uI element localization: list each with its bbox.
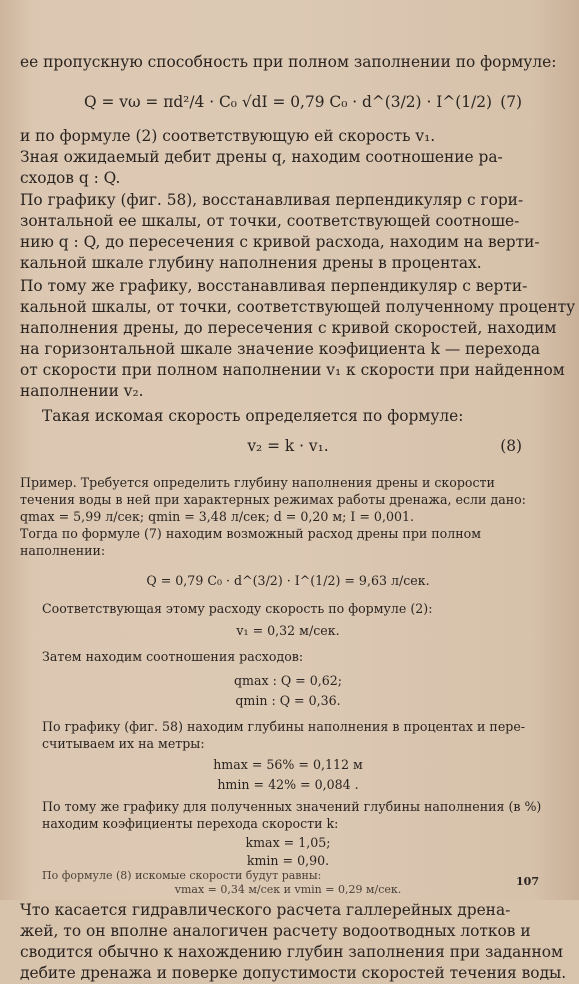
text-line: По тому же графику, восстанавливая перпендикуляр с верти- <box>20 277 528 295</box>
equation-v-results: vmax = 0,34 м/сек и vmin = 0,29 м/сек. <box>174 883 402 896</box>
equation-7-number: (7) <box>500 93 522 111</box>
text-line: По графику (фиг. 58), восстанавливая перпендикуляр с гори- <box>20 191 524 209</box>
paragraph-ex5 <box>20 798 578 832</box>
text-line: По формуле (8) искомые скорости будут равны: <box>42 869 322 882</box>
example-block <box>20 474 556 559</box>
text-line: течения воды в ней при характерных режимах работы дренажа, если дано: <box>20 492 526 507</box>
text-line: наполнения дрены, до пересечения с кривой скоростей, находим <box>20 319 557 337</box>
text-line: Затем находим соотношения расходов: <box>42 649 304 664</box>
text-line: ее пропускную способность при полном заполнении по формуле: <box>20 53 557 71</box>
text-line: сводится обычно к нахождению глубин заполнения при заданном <box>20 943 563 961</box>
equation-v1: v₁ = 0,32 м/сек. <box>236 623 340 638</box>
equation-h-min: hmin = 42% = 0,084 . <box>217 777 359 792</box>
text-line: Что касается гидравлического расчета галлерейных дрена- <box>20 901 511 919</box>
text-line: Тогда по формуле (7) находим возможный расход дрены при полном <box>20 526 482 541</box>
text-line: нию q : Q, до пересечения с кривой расхода, находим на верти- <box>20 233 540 251</box>
paragraph-3 <box>20 276 576 402</box>
text-line: наполнении v₂. <box>20 382 144 400</box>
text-line: qmax = 5,99 л/сек; qmin = 3,48 л/сек; d = 0,20 м; I = 0,001. <box>20 509 414 524</box>
equation-8 <box>20 436 556 457</box>
text-line: дебите дренажа и поверке допустимости скоростей течения воды. <box>20 964 567 982</box>
text-line: Зная ожидаемый дебит дрены q, находим соотношение ра- <box>20 148 503 166</box>
text-line: Соответствующая этому расходу скорость по формуле (2): <box>42 601 433 616</box>
page-number: 107 <box>516 875 539 888</box>
text-line: Пример. Требуется определить глубину наполнения дрены и скорости <box>20 475 495 490</box>
equation-h-max: hmax = 56% = 0,112 м <box>213 757 363 772</box>
text-line: По тому же графику для полученных значений глубины наполнения (в %) <box>42 799 542 814</box>
equation-8-text: v₂ = k · v₁. <box>247 437 329 455</box>
equation-q: Q = 0,79 C₀ · d^(3/2) · I^(1/2) = 9,63 л/сек. <box>146 573 430 588</box>
equation-k-min: kmin = 0,90. <box>246 853 330 868</box>
equation-7-text: Q = vω = πd²/4 · C₀ √dI = 0,79 C₀ · d^(3/2) · I^(1/2) <box>83 93 492 111</box>
text-line: наполнении: <box>20 543 106 558</box>
text-line: сходов q : Q. <box>20 169 121 187</box>
paragraph-1 <box>20 126 556 189</box>
equation-ratio-max: qmax : Q = 0,62; <box>233 673 343 688</box>
paragraph-2 <box>20 190 556 274</box>
text-line: на горизонтальной шкале значение коэфициента k — перехода <box>20 340 541 358</box>
equation-ratio-min: qmin : Q = 0,36. <box>235 693 341 708</box>
text-line: от скорости при полном наполнении v₁ к скорости при найденном <box>20 361 565 379</box>
text-line: По графику (фиг. 58) находим глубины наполнения в процентах и пере- <box>42 719 526 734</box>
text-line: кальной шкале глубину наполнения дрены в процентах. <box>20 254 482 272</box>
paragraph-end <box>20 900 567 984</box>
equation-8-number: (8) <box>500 437 522 455</box>
text-line: и по формуле (2) соответствующую ей скорость v₁. <box>20 127 436 145</box>
equation-k-max: kmax = 1,05; <box>245 835 331 850</box>
text-line: считываем их на метры: <box>42 736 205 751</box>
text-line: кальной шкалы, от точки, соответствующей полученному проценту <box>20 298 576 316</box>
equation-7 <box>20 92 556 113</box>
text-line: зонтальной ее шкалы, от точки, соответствующей соотноше- <box>20 212 520 230</box>
text-line: Такая искомая скорость определяется по формуле: <box>42 407 464 425</box>
text-line: жей, то он вполне аналогичен расчету водоотводных лотков и <box>20 922 531 940</box>
text-line: находим коэфициенты перехода скорости k: <box>42 816 339 831</box>
paragraph-ex4 <box>20 718 578 752</box>
